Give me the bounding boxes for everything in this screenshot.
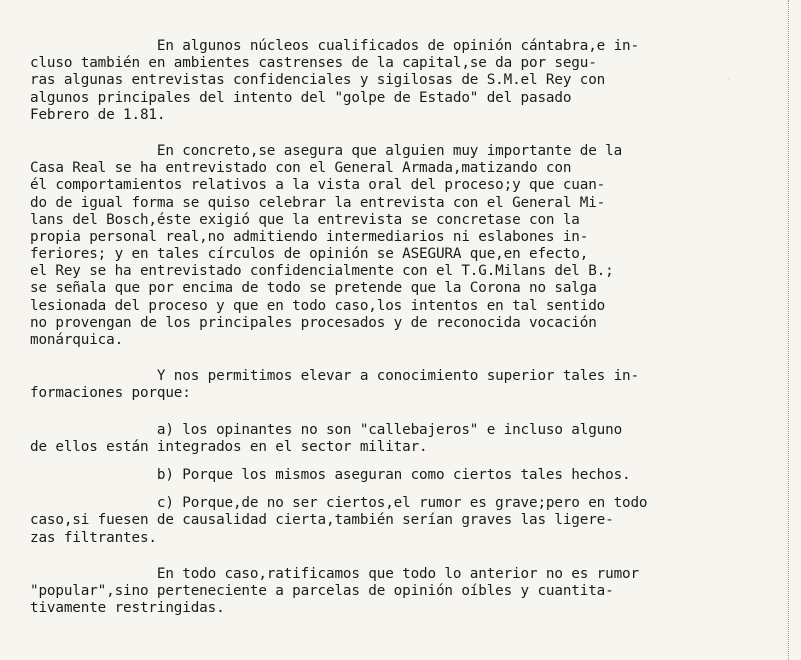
- text-line: Febrero de 1.81.: [30, 106, 166, 123]
- text-line: cluso también en ambientes castrenses de la capital,se da por segu-: [30, 55, 597, 72]
- text-line: algunos principales del intento del "golpe de Estado" del pasado: [30, 89, 572, 106]
- text-line: tivamente restringidas.: [30, 600, 225, 617]
- paragraph-5: [30, 467, 770, 484]
- paragraph-3: [30, 368, 770, 402]
- text-line: En concreto,se asegura que alguien muy importante de la: [30, 142, 623, 159]
- paragraph-1: [30, 38, 770, 124]
- text-line: el Rey se ha entrevistado confidencialmente con el T.G.Milans del B.;: [30, 263, 614, 280]
- text-line: caso,si fuesen de causalidad cierta,también serían graves las ligere-: [30, 512, 614, 529]
- text-line: b) Porque los mismos aseguran como ciertos tales hechos.: [30, 466, 631, 483]
- text-line: a) los opinantes no son "callebajeros" e incluso alguno: [30, 421, 623, 438]
- document-body: [30, 38, 770, 617]
- page-edge-dotted-line: [787, 0, 789, 660]
- text-line: c) Porque,de no ser ciertos,el rumor es grave;pero en todo: [30, 495, 648, 512]
- text-line: zas filtrantes.: [30, 529, 157, 546]
- text-line: lans del Bosch,éste exigió que la entrevista se concretase con la: [30, 211, 580, 228]
- text-line: lesionada del proceso y que en todo caso,los intentos en tal sentido: [30, 297, 606, 314]
- text-line: do de igual forma se quiso celebrar la entrevista con el General Mi-: [30, 194, 606, 211]
- text-line: él comportamientos relativos a la vista oral del proceso;y que cuan-: [30, 177, 606, 194]
- text-line: de ellos están integrados en el sector militar.: [30, 438, 428, 455]
- paragraph-2: [30, 143, 770, 349]
- text-line: feriores; y en tales círculos de opinión se ASEGURA que,en efecto,: [30, 246, 589, 263]
- paragraph-7: [30, 566, 770, 618]
- text-line: Casa Real se ha entrevistado con el General Armada,matizando con: [30, 160, 572, 177]
- text-line: En todo caso,ratificamos que todo lo anterior no es rumor: [30, 565, 639, 582]
- text-line: formaciones porque:: [30, 385, 191, 402]
- paragraph-4: [30, 422, 770, 456]
- text-line: ras algunas entrevistas confidenciales y sigilosas de S.M.el Rey con: [30, 72, 606, 89]
- text-line: Y nos permitimos elevar a conocimiento superior tales in-: [30, 368, 639, 385]
- text-line: "popular",sino perteneciente a parcelas de opinión oíbles y cuantita-: [30, 582, 614, 599]
- paragraph-6: [30, 495, 770, 547]
- text-line: monárquica.: [30, 332, 124, 348]
- text-line: propia personal real,no admitiendo intermediarios ni eslabones in-: [30, 228, 589, 245]
- text-line: En algunos núcleos cualificados de opinión cántabra,e in-: [30, 38, 639, 54]
- text-line: se señala que por encima de todo se pretende que la Corona no salga: [30, 280, 597, 297]
- text-line: no provengan de los principales procesados y de reconocida vocación: [30, 314, 597, 331]
